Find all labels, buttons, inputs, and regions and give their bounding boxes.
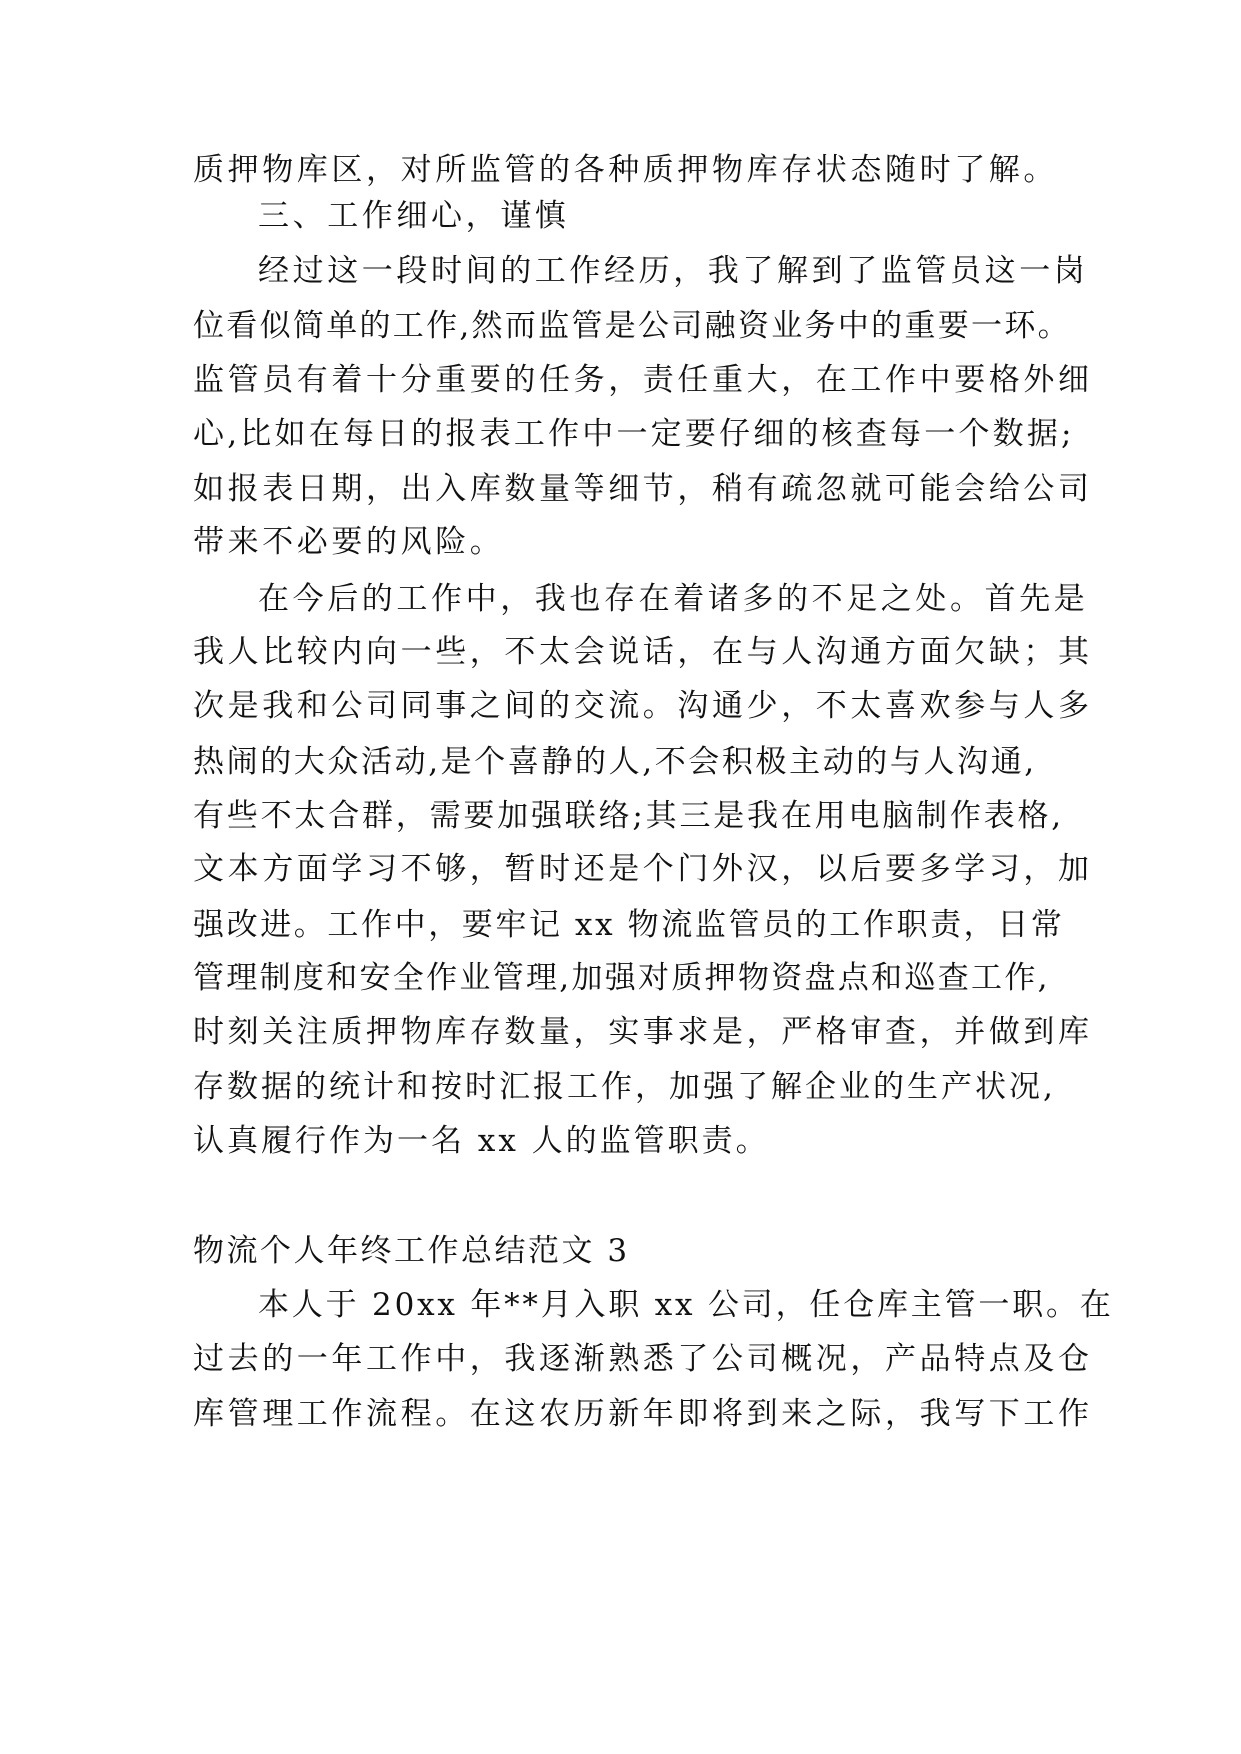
text-line: 本人于 20xx 年**月入职 xx 公司，任仓库主管一职。在 <box>258 1287 1114 1323</box>
text-line: 如报表日期，出入库数量等细节，稍有疏忽就可能会给公司 <box>193 471 1093 507</box>
text-line: 文本方面学习不够，暂时还是个门外汉，以后要多学习，加 <box>193 851 1093 887</box>
text-line: 在今后的工作中，我也存在着诸多的不足之处。首先是 <box>258 581 1089 617</box>
text-line: 带来不必要的风险。 <box>193 524 505 560</box>
text-line: 心,比如在每日的报表工作中一定要仔细的核查每一个数据; <box>193 416 1075 452</box>
text-line: 热闹的大众活动,是个喜静的人,不会积极主动的与人沟通, <box>193 744 1037 780</box>
text-line: 管理制度和安全作业管理,加强对质押物资盘点和巡查工作, <box>193 960 1050 996</box>
text-line: 过去的一年工作中，我逐渐熟悉了公司概况，产品特点及仓 <box>193 1341 1093 1377</box>
text-line: 存数据的统计和按时汇报工作，加强了解企业的生产状况, <box>193 1069 1056 1105</box>
text-line: 监管员有着十分重要的任务，责任重大，在工作中要格外细 <box>193 362 1093 398</box>
section-heading: 三、工作细心，谨慎 <box>258 198 570 234</box>
text-line: 有些不太合群，需要加强联络;其三是我在用电脑制作表格, <box>193 798 1064 834</box>
text-line: 库管理工作流程。在这农历新年即将到来之际，我写下工作 <box>193 1396 1093 1432</box>
text-line: 质押物库区，对所监管的各种质押物库存状态随时了解。 <box>193 152 1058 188</box>
text-line: 我人比较内向一些，不太会说话，在与人沟通方面欠缺；其 <box>193 634 1093 670</box>
text-line: 认真履行作为一名 xx 人的监管职责。 <box>193 1123 770 1159</box>
text-line: 次是我和公司同事之间的交流。沟通少，不太喜欢参与人多 <box>193 688 1093 724</box>
article-title: 物流个人年终工作总结范文 3 <box>193 1233 630 1269</box>
text-line: 强改进。工作中，要牢记 xx 物流监管员的工作职责，日常 <box>193 907 1065 943</box>
text-line: 位看似简单的工作,然而监管是公司融资业务中的重要一环。 <box>193 308 1071 344</box>
text-line: 经过这一段时间的工作经历，我了解到了监管员这一岗 <box>258 253 1089 289</box>
text-line: 时刻关注质押物库存数量，实事求是，严格审查，并做到库 <box>193 1014 1093 1050</box>
